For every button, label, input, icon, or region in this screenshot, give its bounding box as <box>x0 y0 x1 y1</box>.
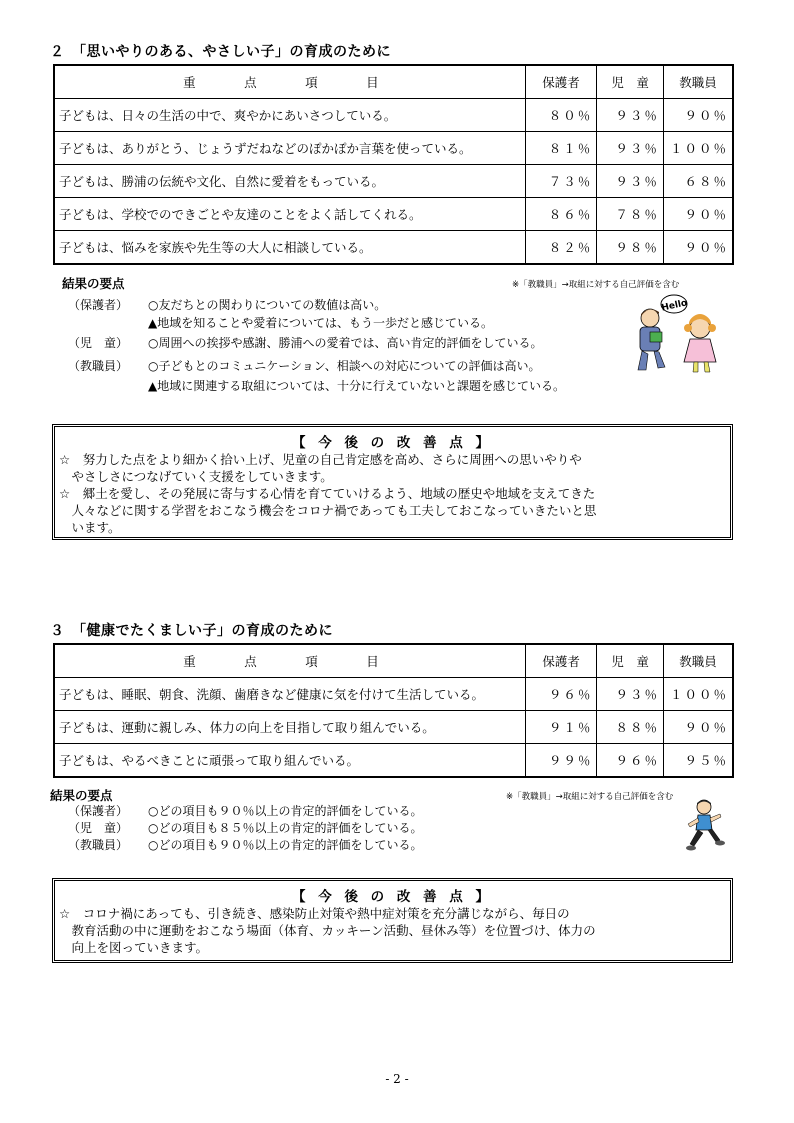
result-text: ○友だちとの関わりについての数値は高い。 <box>148 298 387 312</box>
result-who: （教職員） <box>68 359 129 373</box>
result-row <box>68 296 386 313</box>
header-parents: 保護者 <box>525 644 596 678</box>
section-2-note: ※「教職員」→取組に対する自己評価を含む <box>512 280 680 290</box>
row-item: 子どもは、悩みを家族や先生等の大人に相談している。 <box>54 231 525 265</box>
result-row <box>68 357 541 374</box>
row-staff: １００％ <box>663 132 733 165</box>
improvement-line: ☆ 努力した点をより細かく拾い上げ、児童の自己肯定感を高め、さらに周囲への思いやりや <box>59 452 582 467</box>
row-parents: ８２％ <box>525 231 597 265</box>
running-child-illustration <box>682 798 726 854</box>
row-parents: ７３％ <box>525 165 597 198</box>
table-row <box>54 231 733 265</box>
row-item: 子どもは、日々の生活の中で、爽やかにあいさつしている。 <box>54 99 525 132</box>
row-item: 子どもは、睡眠、朝食、洗顔、歯磨きなど健康に気を付けて生活している。 <box>54 678 525 711</box>
row-students: ９３％ <box>597 165 664 198</box>
row-staff: ９０％ <box>663 231 733 265</box>
improvement-line: 人々などに関する学習をおこなう機会をコロナ禍であっても工夫しておこなっていきたいと思 <box>59 503 597 518</box>
result-text: ▲地域を知ることや愛着については、もう一歩だと感じている。 <box>148 316 493 330</box>
row-item: 子どもは、やるべきことに頑張って取り組んでいる。 <box>54 744 525 778</box>
header-staff: 教職員 <box>663 65 733 99</box>
header-students: 児 童 <box>597 644 664 678</box>
header-item: 重 点 項 目 <box>54 644 525 678</box>
section-2-table <box>53 64 734 265</box>
row-students: ９６％ <box>597 744 664 778</box>
row-students: ９３％ <box>597 678 664 711</box>
result-row <box>68 377 565 394</box>
improvement-line: やさしさにつなげていく支援をしていきます。 <box>59 469 333 484</box>
improvements-title: 【 今 後 の 改 善 点 】 <box>292 435 493 451</box>
result-who: （教職員） <box>68 838 129 852</box>
row-parents: ９９％ <box>525 744 596 778</box>
result-text: ○どの項目も９０％以上の肯定的評価をしている。 <box>148 838 423 852</box>
page-number: - 2 - <box>385 1072 409 1086</box>
section-3-table <box>53 643 734 778</box>
result-row <box>68 836 422 853</box>
result-text: ▲地域に関連する取組については、十分に行えていないと課題を感じている。 <box>148 379 565 393</box>
result-who: （保護者） <box>68 804 129 818</box>
result-row <box>68 802 422 819</box>
row-parents: ８１％ <box>525 132 597 165</box>
result-text: ○どの項目も９０％以上の肯定的評価をしている。 <box>148 804 423 818</box>
section-2-improvements-box <box>52 424 733 540</box>
section-3-improvements-box <box>52 878 733 963</box>
section-2-results-title: 結果の要点 <box>62 276 125 291</box>
row-staff: ９０％ <box>663 198 733 231</box>
row-item: 子どもは、勝浦の伝統や文化、自然に愛着をもっている。 <box>54 165 525 198</box>
row-staff: ９５％ <box>663 744 733 778</box>
row-item: 子どもは、学校でのできごとや友達のことをよく話してくれる。 <box>54 198 525 231</box>
table-row <box>54 165 733 198</box>
row-parents: ８６％ <box>525 198 597 231</box>
row-item: 子どもは、ありがとう、じょうずだねなどのぽかぽか言葉を使っている。 <box>54 132 525 165</box>
section-2-title: ２ 「思いやりのある、やさしい子」の育成のために <box>50 44 391 60</box>
row-item: 子どもは、運動に親しみ、体力の向上を目指して取り組んでいる。 <box>54 711 525 744</box>
row-parents: ８０％ <box>525 99 597 132</box>
row-students: ８８％ <box>597 711 664 744</box>
table-row <box>54 744 733 778</box>
improvements-title: 【 今 後 の 改 善 点 】 <box>292 889 493 905</box>
improvement-line: 向上を図っていきます。 <box>59 940 209 955</box>
result-text: ○子どもとのコミュニケーション、相談への対応についての評価は高い。 <box>148 359 541 373</box>
result-text: ○どの項目も８５％以上の肯定的評価をしている。 <box>148 821 423 835</box>
result-text: ○周囲への挨拶や感謝、勝浦への愛着では、高い肯定的評価をしている。 <box>148 336 543 350</box>
row-parents: ９６％ <box>525 678 596 711</box>
table-header-row <box>54 65 733 99</box>
improvement-line: ☆ 郷土を愛し、その発展に寄与する心情を育てていけるよう、地域の歴史や地域を支えてきた <box>59 486 596 501</box>
result-row <box>68 334 542 351</box>
row-staff: ９０％ <box>663 99 733 132</box>
result-who: （児 童） <box>68 336 129 350</box>
greeting-children-illustration <box>628 292 724 376</box>
section-3-results-title: 結果の要点 <box>50 788 113 803</box>
header-students: 児 童 <box>597 65 664 99</box>
improvement-line: います。 <box>59 520 121 535</box>
row-parents: ９１％ <box>525 711 596 744</box>
table-row <box>54 678 733 711</box>
row-students: ９３％ <box>597 99 664 132</box>
table-row <box>54 99 733 132</box>
improvement-line: ☆ コロナ禍にあっても、引き続き、感染防止対策や熱中症対策を充分講じながら、毎日の <box>59 906 570 921</box>
header-parents: 保護者 <box>525 65 597 99</box>
header-staff: 教職員 <box>663 644 733 678</box>
result-row <box>68 819 422 836</box>
result-row <box>68 314 493 331</box>
table-row <box>54 132 733 165</box>
row-staff: ６８％ <box>663 165 733 198</box>
result-who: （保護者） <box>68 298 129 312</box>
section-3-title: ３ 「健康でたくましい子」の育成のために <box>50 623 333 639</box>
improvement-line: 教育活動の中に運動をおこなう場面（体育、カッキーン活動、昼休み等）を位置づけ、体力の <box>59 923 596 938</box>
result-who: （児 童） <box>68 821 129 835</box>
table-row <box>54 198 733 231</box>
row-students: ９８％ <box>597 231 664 265</box>
row-staff: ９０％ <box>663 711 733 744</box>
row-students: ７８％ <box>597 198 664 231</box>
speech-bubble-text: Hello <box>660 298 689 314</box>
row-students: ９３％ <box>597 132 664 165</box>
table-row <box>54 711 733 744</box>
table-header-row <box>54 644 733 678</box>
row-staff: １００％ <box>663 678 733 711</box>
header-item: 重 点 項 目 <box>54 65 525 99</box>
section-3-note: ※「教職員」→取組に対する自己評価を含む <box>506 792 674 802</box>
